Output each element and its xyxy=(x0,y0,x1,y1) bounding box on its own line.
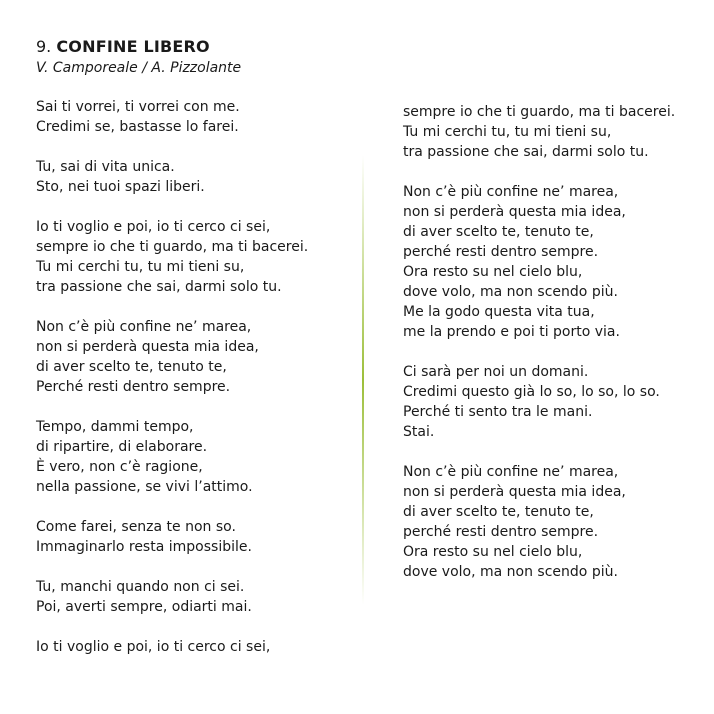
stanza xyxy=(403,362,675,442)
lyric-line: non si perderà questa mia idea, xyxy=(36,339,259,355)
lyric-line: Non c’è più confine ne’ marea, xyxy=(36,319,252,335)
lyrics-column-left xyxy=(36,97,308,677)
lyric-line: Tu, manchi quando non ci sei. xyxy=(36,579,245,595)
lyric-line: Sai ti vorrei, ti vorrei con me. xyxy=(36,99,240,115)
song-header xyxy=(36,37,241,78)
stanza xyxy=(36,417,308,497)
stanza xyxy=(36,317,308,397)
lyric-line: tra passione che sai, darmi solo tu. xyxy=(36,279,282,295)
lyric-line: Io ti voglio e poi, io ti cerco ci sei, xyxy=(36,219,271,235)
lyric-line: Perché resti dentro sempre. xyxy=(36,379,231,395)
lyric-line: sempre io che ti guardo, ma ti bacerei. xyxy=(403,104,676,120)
lyric-line: Ora resto su nel cielo blu, xyxy=(403,264,583,280)
stanza xyxy=(403,182,675,342)
lyric-line: È vero, non c’è ragione, xyxy=(36,459,203,475)
lyric-line: me la prendo e poi ti porto via. xyxy=(403,324,620,340)
lyric-line: Sto, nei tuoi spazi liberi. xyxy=(36,179,205,195)
song-name: CONFINE LIBERO xyxy=(56,37,210,56)
lyric-line: non si perderà questa mia idea, xyxy=(403,204,626,220)
lyric-line: Poi, averti sempre, odiarti mai. xyxy=(36,599,252,615)
lyric-line: di ripartire, di elaborare. xyxy=(36,439,208,455)
stanza xyxy=(403,462,675,582)
stanza xyxy=(36,637,308,657)
song-authors: V. Camporeale / A. Pizzolante xyxy=(36,60,242,76)
lyric-line: nella passione, se vivi l’attimo. xyxy=(36,479,253,495)
lyric-line: di aver scelto te, tenuto te, xyxy=(403,224,594,240)
column-divider xyxy=(362,155,364,605)
lyric-line: di aver scelto te, tenuto te, xyxy=(403,504,594,520)
song-number: 9. xyxy=(36,37,52,56)
lyric-line: Me la godo questa vita tua, xyxy=(403,304,595,320)
lyric-line: di aver scelto te, tenuto te, xyxy=(36,359,227,375)
lyric-line: Tempo, dammi tempo, xyxy=(36,419,194,435)
lyric-line: Come farei, senza te non so. xyxy=(36,519,236,535)
song-title xyxy=(36,37,241,57)
lyric-line: Io ti voglio e poi, io ti cerco ci sei, xyxy=(36,639,271,655)
lyric-line: sempre io che ti guardo, ma ti bacerei. xyxy=(36,239,309,255)
lyric-line: Credimi questo già lo so, lo so, lo so. xyxy=(403,384,660,400)
lyric-line: Tu mi cerchi tu, tu mi tieni su, xyxy=(36,259,245,275)
lyric-line: Credimi se, bastasse lo farei. xyxy=(36,119,239,135)
lyric-line: Immaginarlo resta impossibile. xyxy=(36,539,252,555)
lyric-line: Tu mi cerchi tu, tu mi tieni su, xyxy=(403,124,612,140)
lyric-line: dove volo, ma non scendo più. xyxy=(403,564,618,580)
lyric-line: Non c’è più confine ne’ marea, xyxy=(403,464,619,480)
stanza xyxy=(36,97,308,137)
lyric-line: Perché ti sento tra le mani. xyxy=(403,404,593,420)
stanza xyxy=(36,157,308,197)
stanza xyxy=(36,517,308,557)
lyric-line: tra passione che sai, darmi solo tu. xyxy=(403,144,649,160)
stanza xyxy=(36,577,308,617)
lyric-line: Ci sarà per noi un domani. xyxy=(403,364,589,380)
lyric-line: perché resti dentro sempre. xyxy=(403,524,599,540)
lyric-line: dove volo, ma non scendo più. xyxy=(403,284,618,300)
stanza xyxy=(403,102,675,162)
stanza xyxy=(36,217,308,297)
lyric-line: Tu, sai di vita unica. xyxy=(36,159,175,175)
lyric-line: Non c’è più confine ne’ marea, xyxy=(403,184,619,200)
lyric-line: perché resti dentro sempre. xyxy=(403,244,599,260)
lyric-line: Ora resto su nel cielo blu, xyxy=(403,544,583,560)
lyric-line: Stai. xyxy=(403,424,435,440)
lyrics-column-right xyxy=(403,102,675,602)
lyric-line: non si perderà questa mia idea, xyxy=(403,484,626,500)
